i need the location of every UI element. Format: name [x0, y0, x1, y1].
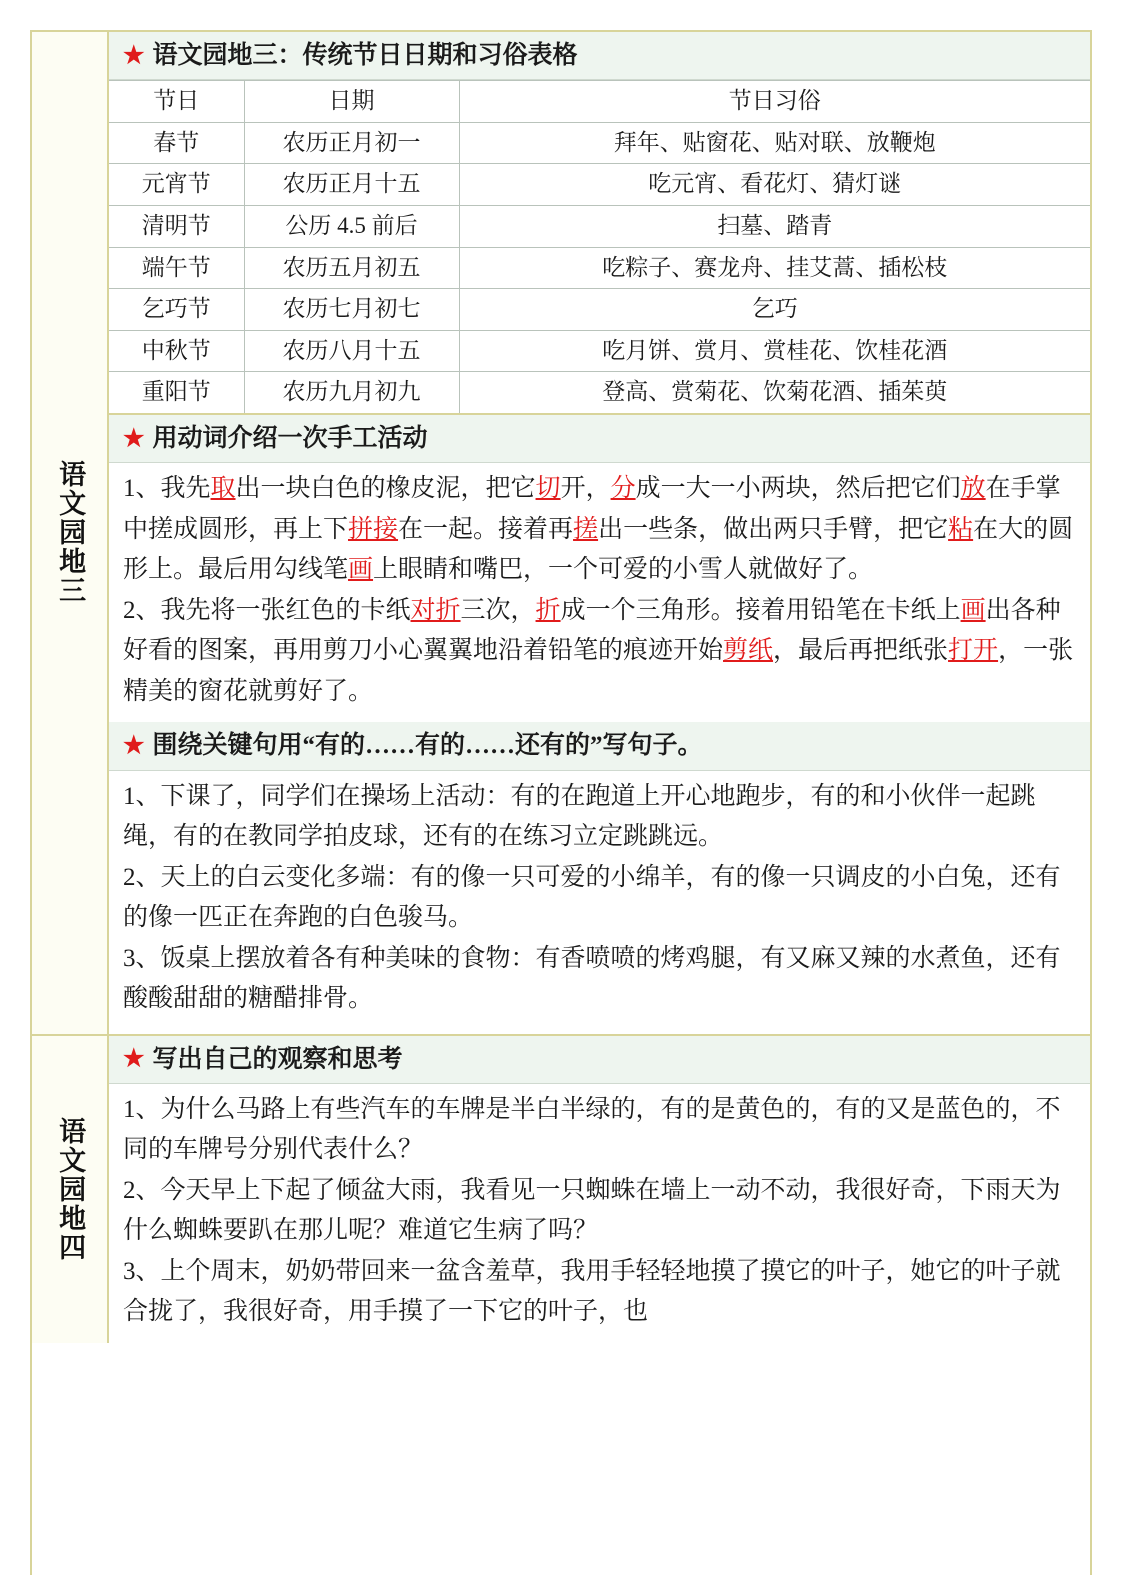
table-cell-date: 公历 4.5 前后	[244, 206, 459, 248]
highlighted-verb: 对折	[410, 596, 461, 624]
table-row	[109, 372, 1090, 414]
table-row	[109, 289, 1090, 331]
heading-verb-activity-label: 用动词介绍一次手工活动	[152, 425, 428, 452]
star-icon: ★	[123, 42, 145, 69]
table-cell-custom: 吃元宵、看花灯、猜灯谜	[459, 164, 1090, 206]
table-header-cell: 节日	[109, 81, 244, 123]
highlighted-verb: 打开	[948, 637, 999, 665]
section-body-2	[109, 1036, 1090, 1343]
section-side-label-2: 语文园地四	[32, 1036, 109, 1343]
table-cell-custom: 拜年、贴窗花、贴对联、放鞭炮	[459, 122, 1090, 164]
table-cell-custom: 扫墓、踏青	[459, 206, 1090, 248]
table-cell-festival: 端午节	[109, 247, 244, 289]
table-row	[109, 330, 1090, 372]
table-row	[109, 206, 1090, 248]
answer-paragraph: 3、上个周末，奶奶带回来一盆含羞草，我用手轻轻地摸了摸它的叶子，她它的叶子就合拢了，我很好奇，用手摸了一下它的叶子，也	[123, 1257, 1061, 1326]
heading-festival-table	[109, 32, 1090, 80]
highlighted-verb: 粘	[948, 515, 974, 543]
highlighted-verb: 放	[960, 475, 986, 503]
table-cell-festival: 元宵节	[109, 164, 244, 206]
answer-paragraph: 1、下课了，同学们在操场上活动：有的在跑道上开心地跑步，有的和小伙伴一起跳绳，有的在教同学拍皮球，还有的在练习立定跳跳远。	[123, 782, 1036, 850]
table-header-cell: 日期	[244, 81, 459, 123]
table-cell-festival: 重阳节	[109, 372, 244, 414]
heading-key-sentence	[109, 722, 1090, 770]
table-header-cell: 节日习俗	[459, 81, 1090, 123]
table-row	[109, 122, 1090, 164]
heading-observation-label: 写出自己的观察和思考	[152, 1045, 403, 1073]
table-cell-custom: 登高、赏菊花、饮菊花酒、插茱萸	[459, 372, 1090, 414]
table-cell-date: 农历七月初七	[244, 289, 459, 331]
table-cell-festival: 春节	[109, 122, 244, 164]
verb-activity-answers	[109, 463, 1090, 722]
answer-paragraph: 1、为什么马路上有些汽车的车牌是半白半绿的，有的是黄色的，有的又是蓝色的，不同的车牌号分别代表什么？	[123, 1095, 1061, 1164]
highlighted-verb: 折	[535, 596, 561, 624]
table-cell-festival: 中秋节	[109, 330, 244, 372]
highlighted-verb: 画	[960, 596, 986, 624]
highlighted-verb: 画	[348, 556, 374, 584]
star-icon: ★	[123, 732, 145, 759]
highlighted-verb: 取	[210, 475, 236, 503]
table-header-row	[109, 81, 1090, 123]
table-cell-festival: 乞巧节	[109, 289, 244, 331]
table-cell-date: 农历正月初一	[244, 122, 459, 164]
star-icon: ★	[123, 1046, 145, 1073]
key-sentence-answers	[109, 771, 1090, 1034]
highlighted-verb: 剪纸	[723, 637, 774, 665]
answer-paragraph: 3、饭桌上摆放着各有种美味的食物：有香喷喷的烤鸡腿，有又麻又辣的水煮鱼，还有酸酸甜甜的糖醋排骨。	[123, 944, 1061, 1012]
table-cell-custom: 吃月饼、赏月、赏桂花、饮桂花酒	[459, 330, 1090, 372]
answer-paragraph: 2、天上的白云变化多端：有的像一只可爱的小绵羊，有的像一只调皮的小白兔，还有的像一匹正在奔跑的白色骏马。	[123, 863, 1061, 931]
answer-paragraph: 2、今天早上下起了倾盆大雨，我看见一只蜘蛛在墙上一动不动，我很好奇，下雨天为什么蜘蛛要趴在那儿呢？难道它生病了吗？	[123, 1176, 1061, 1245]
observation-answers	[109, 1084, 1090, 1343]
highlighted-verb: 拼接	[348, 515, 399, 543]
star-icon: ★	[123, 425, 145, 452]
worksheet-sheet	[30, 30, 1092, 1575]
table-row	[109, 247, 1090, 289]
highlighted-verb: 切	[535, 475, 561, 503]
highlighted-verb: 搓	[573, 515, 599, 543]
heading-observation	[109, 1036, 1090, 1084]
table-row	[109, 164, 1090, 206]
festival-table	[109, 80, 1090, 415]
table-cell-date: 农历九月初九	[244, 372, 459, 414]
heading-verb-activity	[109, 415, 1090, 463]
table-cell-festival: 清明节	[109, 206, 244, 248]
answer-paragraph: 2、我先将一张红色的卡纸对折三次，折成一个三角形。接着用铅笔在卡纸上画出各种好看的图案，再用剪刀小心翼翼地沿着铅笔的痕迹开始剪纸，最后再把纸张打开，一张精美的窗花就剪好了。	[123, 596, 1074, 705]
heading-key-sentence-label: 围绕关键句用“有的……有的……还有的”写句子。	[152, 732, 703, 760]
heading-festival-table-label: 语文园地三：传统节日日期和习俗表格	[152, 42, 578, 69]
table-cell-date: 农历正月十五	[244, 164, 459, 206]
highlighted-verb: 分	[610, 475, 636, 503]
section-side-label-1: 语文园地三	[32, 32, 109, 1034]
answer-paragraph: 1、我先取出一块白色的橡皮泥，把它切开，分成一大一小两块，然后把它们放在手掌中搓成圆形，再上下拼接在一起。接着再搓出一些条，做出两只手臂，把它粘在大的圆形上。最后用勾线笔画上眼睛和嘴巴，一个可爱的小雪人就做好了。	[123, 475, 1074, 584]
table-cell-date: 农历八月十五	[244, 330, 459, 372]
table-cell-date: 农历五月初五	[244, 247, 459, 289]
table-cell-custom: 吃粽子、赛龙舟、挂艾蒿、插松枝	[459, 247, 1090, 289]
section-body-1	[109, 32, 1090, 1034]
section-yuwen-yuandi-si	[32, 1034, 1090, 1343]
section-yuwen-yuandi-san	[32, 32, 1090, 1034]
table-cell-custom: 乞巧	[459, 289, 1090, 331]
